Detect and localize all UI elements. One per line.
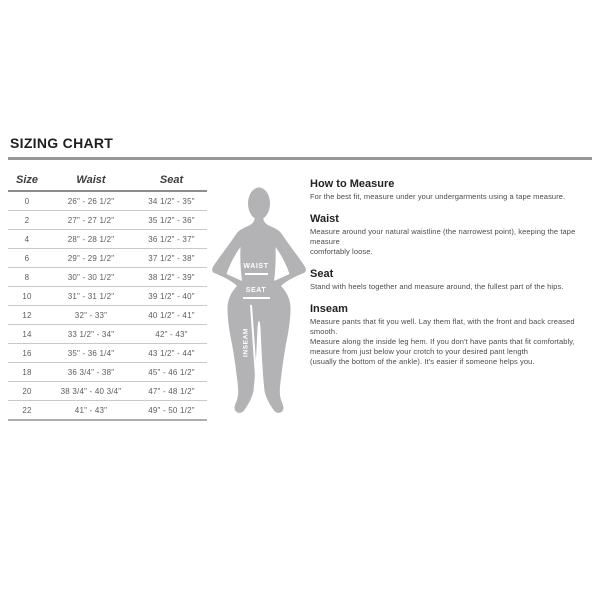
table-row: [8, 249, 207, 268]
seat-cell: 36 1/2" - 37": [136, 230, 207, 249]
size-cell: 16: [8, 344, 46, 363]
instruction-section-inseam: [310, 303, 595, 367]
waist-cell: 36 3/4" - 38": [46, 363, 136, 382]
section-text-line: measure from just below your crotch to your desired pant length: [310, 347, 529, 356]
section-heading: Waist: [310, 213, 339, 225]
table-row: [8, 211, 207, 230]
table-row: [8, 191, 207, 211]
section-heading: How to Measure: [310, 178, 395, 190]
size-cell: 14: [8, 325, 46, 344]
waist-cell: 35" - 36 1/4": [46, 344, 136, 363]
measure-instructions: [310, 178, 595, 378]
sizing-table: [8, 170, 207, 421]
table-row: [8, 401, 207, 421]
seat-measure-line: [243, 297, 270, 299]
size-cell: 18: [8, 363, 46, 382]
section-text-line: For the best fit, measure under your undergarments using a tape measure.: [310, 192, 566, 201]
waist-cell: 28" - 28 1/2": [46, 230, 136, 249]
waist-cell: 41" - 43": [46, 401, 136, 421]
waist-cell: 29" - 29 1/2": [46, 249, 136, 268]
seat-cell: 43 1/2" - 44": [136, 344, 207, 363]
seat-cell: 47" - 48 1/2": [136, 382, 207, 401]
seat-cell: 42" - 43": [136, 325, 207, 344]
female-figure-silhouette: [208, 186, 308, 416]
instruction-section-how-to-measure: [310, 178, 595, 202]
section-text-line: Measure around your natural waistline (the narrowest point), keeping the tape measure: [310, 227, 576, 246]
table-row: [8, 382, 207, 401]
waist-cell: 31" - 31 1/2": [46, 287, 136, 306]
col-header-size: Size: [8, 170, 46, 191]
table-row: [8, 363, 207, 382]
col-header-seat: Seat: [136, 170, 207, 191]
table-row: [8, 287, 207, 306]
size-cell: 12: [8, 306, 46, 325]
section-text-line: comfortably loose.: [310, 247, 373, 256]
instruction-section-seat: [310, 268, 595, 292]
table-row: [8, 325, 207, 344]
size-cell: 10: [8, 287, 46, 306]
seat-cell: 34 1/2" - 35": [136, 191, 207, 211]
size-cell: 8: [8, 268, 46, 287]
seat-cell: 40 1/2" - 41": [136, 306, 207, 325]
section-heading: Seat: [310, 268, 334, 280]
title-divider: [8, 157, 592, 160]
seat-cell: 35 1/2" - 36": [136, 211, 207, 230]
size-cell: 6: [8, 249, 46, 268]
size-cell: 2: [8, 211, 46, 230]
seat-cell: 49" - 50 1/2": [136, 401, 207, 421]
section-text-line: Measure pants that fit you well. Lay them flat, with the front and back creased smooth.: [310, 317, 575, 336]
section-heading: Inseam: [310, 303, 348, 315]
size-cell: 22: [8, 401, 46, 421]
waist-cell: 38 3/4" - 40 3/4": [46, 382, 136, 401]
table-row: [8, 268, 207, 287]
size-cell: 0: [8, 191, 46, 211]
seat-cell: 39 1/2" - 40": [136, 287, 207, 306]
figure-inseam-label: INSEAM: [242, 328, 250, 357]
waist-cell: 30" - 30 1/2": [46, 268, 136, 287]
waist-cell: 27" - 27 1/2": [46, 211, 136, 230]
page-title: SIZING CHART: [10, 135, 114, 151]
table-row: [8, 344, 207, 363]
waist-cell: 32" - 33": [46, 306, 136, 325]
section-text-line: Measure along the inside leg hem. If you don't have pants that fit comfortably,: [310, 337, 575, 346]
size-cell: 20: [8, 382, 46, 401]
table-header-row: [8, 170, 207, 191]
section-text-line: (usually the bottom of the ankle). It's easier if someone helps you.: [310, 357, 535, 366]
table-row: [8, 230, 207, 249]
seat-cell: 37 1/2" - 38": [136, 249, 207, 268]
instruction-section-waist: [310, 213, 595, 257]
section-text-line: Stand with heels together and measure around, the fullest part of the hips.: [310, 282, 564, 291]
seat-cell: 45" - 46 1/2": [136, 363, 207, 382]
figure-waist-label: WAIST: [243, 263, 269, 270]
waist-measure-line: [245, 273, 268, 275]
figure-seat-label: SEAT: [245, 287, 267, 294]
seat-cell: 38 1/2" - 39": [136, 268, 207, 287]
col-header-waist: Waist: [46, 170, 136, 191]
table-row: [8, 306, 207, 325]
silhouette-svg: [208, 186, 308, 416]
waist-cell: 26" - 26 1/2": [46, 191, 136, 211]
waist-cell: 33 1/2" - 34": [46, 325, 136, 344]
size-cell: 4: [8, 230, 46, 249]
